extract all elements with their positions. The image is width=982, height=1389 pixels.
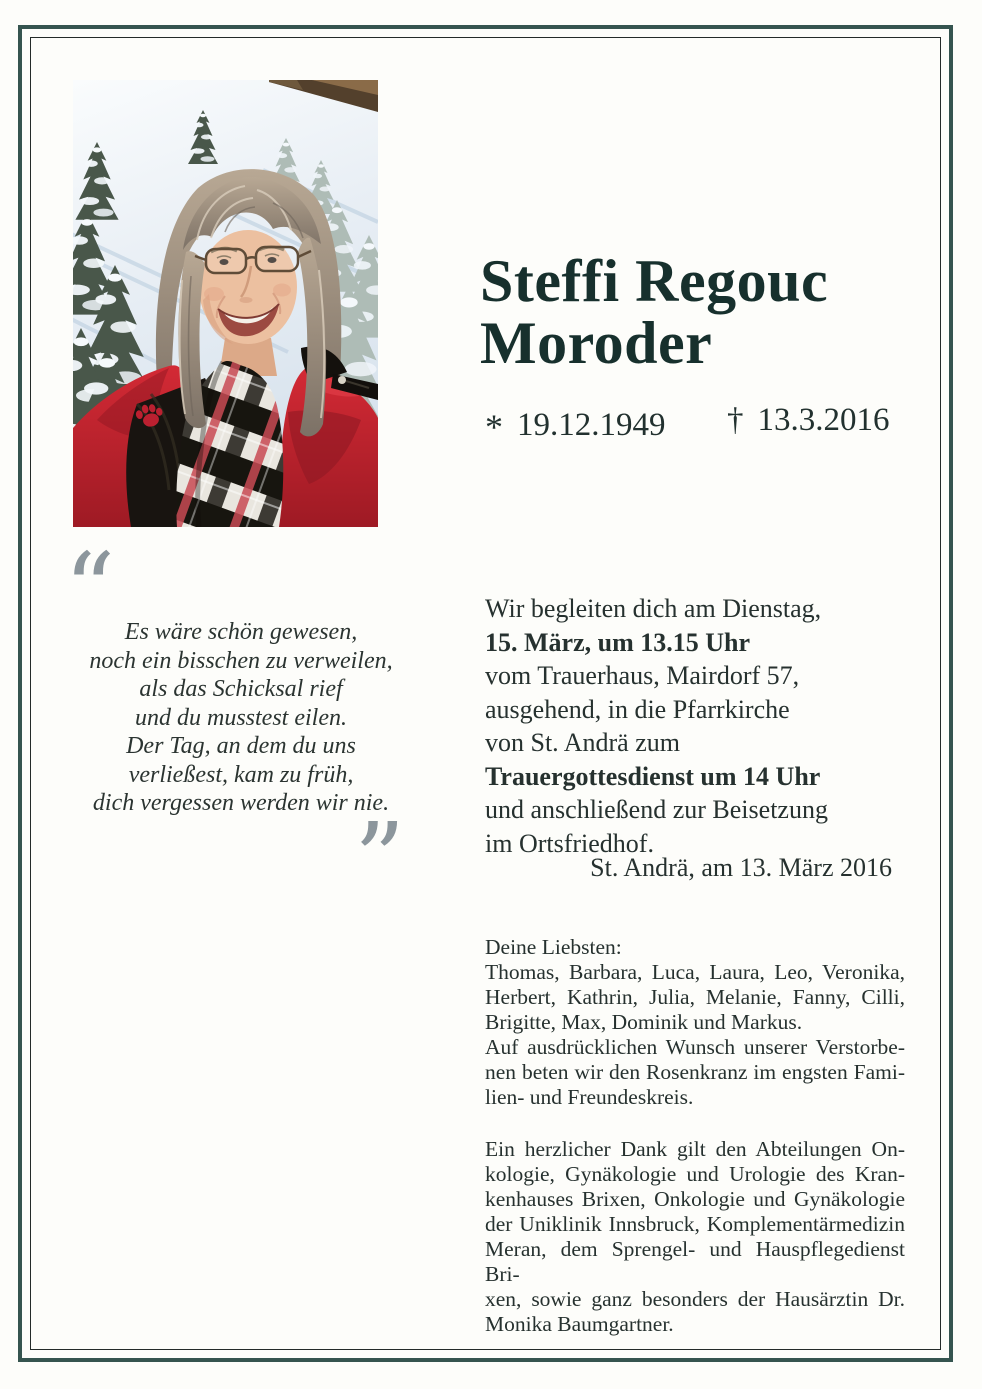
strap-toggle (338, 376, 346, 384)
name-line-2: Moroder (480, 310, 713, 376)
announcement-line: im Ortsfriedhof. (485, 828, 654, 858)
announcement-line: vom Trauerhaus, Mairdorf 57, (485, 661, 800, 690)
announcement-line: Wir begleiten dich am Dienstag, (485, 594, 822, 623)
thanks-line: xen, sowie ganz besonders der Hausärztin Dr. (485, 1287, 905, 1311)
deceased-name (480, 250, 920, 374)
family-lines (485, 960, 905, 1110)
quote-line: noch ein bisschen zu verweilen, (89, 647, 393, 674)
quote-line: verließest, kam zu früh, (128, 761, 354, 788)
memorial-quote (46, 531, 436, 918)
family-heading: Deine Liebsten: (485, 935, 622, 959)
thanks-line: Meran, dem Sprengel- und Hauspflegedienst Bri- (485, 1237, 905, 1286)
family-line: nen beten wir den Rosenkranz im engsten Fami- (485, 1060, 905, 1084)
death-date-group (727, 402, 890, 439)
thanks-line: kologie, Gynäkologie und Urologie des Kran- (485, 1162, 905, 1186)
family-line: lien- und Freundeskreis. (485, 1085, 694, 1109)
birth-asterisk-icon: * (485, 407, 503, 447)
name-line-1: Steffi Regouc (480, 248, 829, 314)
thanks-line: kenhauses Brixen, Onkologie und Gynäkologie (485, 1187, 905, 1211)
thanks-line: der Uniklinik Innsbruck, Komplementärmedizin (485, 1212, 905, 1236)
announcement-line: Trauergottesdienst um 14 Uhr (485, 761, 821, 791)
family-section (485, 935, 905, 1110)
family-line: Herbert, Kathrin, Julia, Melanie, Fanny, Cilli, (485, 985, 905, 1009)
close-quote-icon: ” (354, 801, 406, 918)
portrait-photo (73, 80, 378, 527)
thanks-line: Monika Baumgartner. (485, 1312, 674, 1336)
place-date-line: St. Andrä, am 13. März 2016 (590, 853, 892, 882)
family-line: Thomas, Barbara, Luca, Laura, Leo, Veronika, (485, 960, 905, 984)
snow-portrait-illustration (73, 80, 378, 527)
open-quote-icon: “ (64, 531, 116, 648)
quote-line: Der Tag, an dem du uns (126, 733, 356, 759)
family-line: Brigitte, Max, Dominik und Markus. (485, 1010, 803, 1034)
family-line: Auf ausdrücklichen Wunsch unserer Verstorbe- (485, 1035, 905, 1059)
birth-date-group (485, 402, 666, 447)
announcement-line: und anschließend zur Beisetzung (485, 795, 828, 824)
quote-line: Es wäre schön gewesen, (124, 619, 358, 645)
thanks-section (485, 1137, 905, 1337)
death-date: 13.3.2016 (757, 402, 890, 438)
announcement-line: ausgehend, in die Pfarrkirche (485, 694, 790, 724)
quote-line: und du musstest eilen. (135, 704, 347, 731)
quote-line: als das Schicksal rief (139, 676, 343, 702)
announcement-line: von St. Andrä zum (485, 728, 680, 757)
death-cross-icon: † (727, 402, 744, 438)
life-dates (485, 402, 915, 446)
funeral-announcement (485, 592, 909, 860)
quote-line: dich vergessen werden wir nie. (92, 790, 390, 816)
birth-date: 19.12.1949 (517, 407, 666, 443)
thanks-line: Ein herzlicher Dank gilt den Abteilungen On- (485, 1137, 905, 1161)
announcement-line: 15. März, um 13.15 Uhr (485, 627, 751, 657)
